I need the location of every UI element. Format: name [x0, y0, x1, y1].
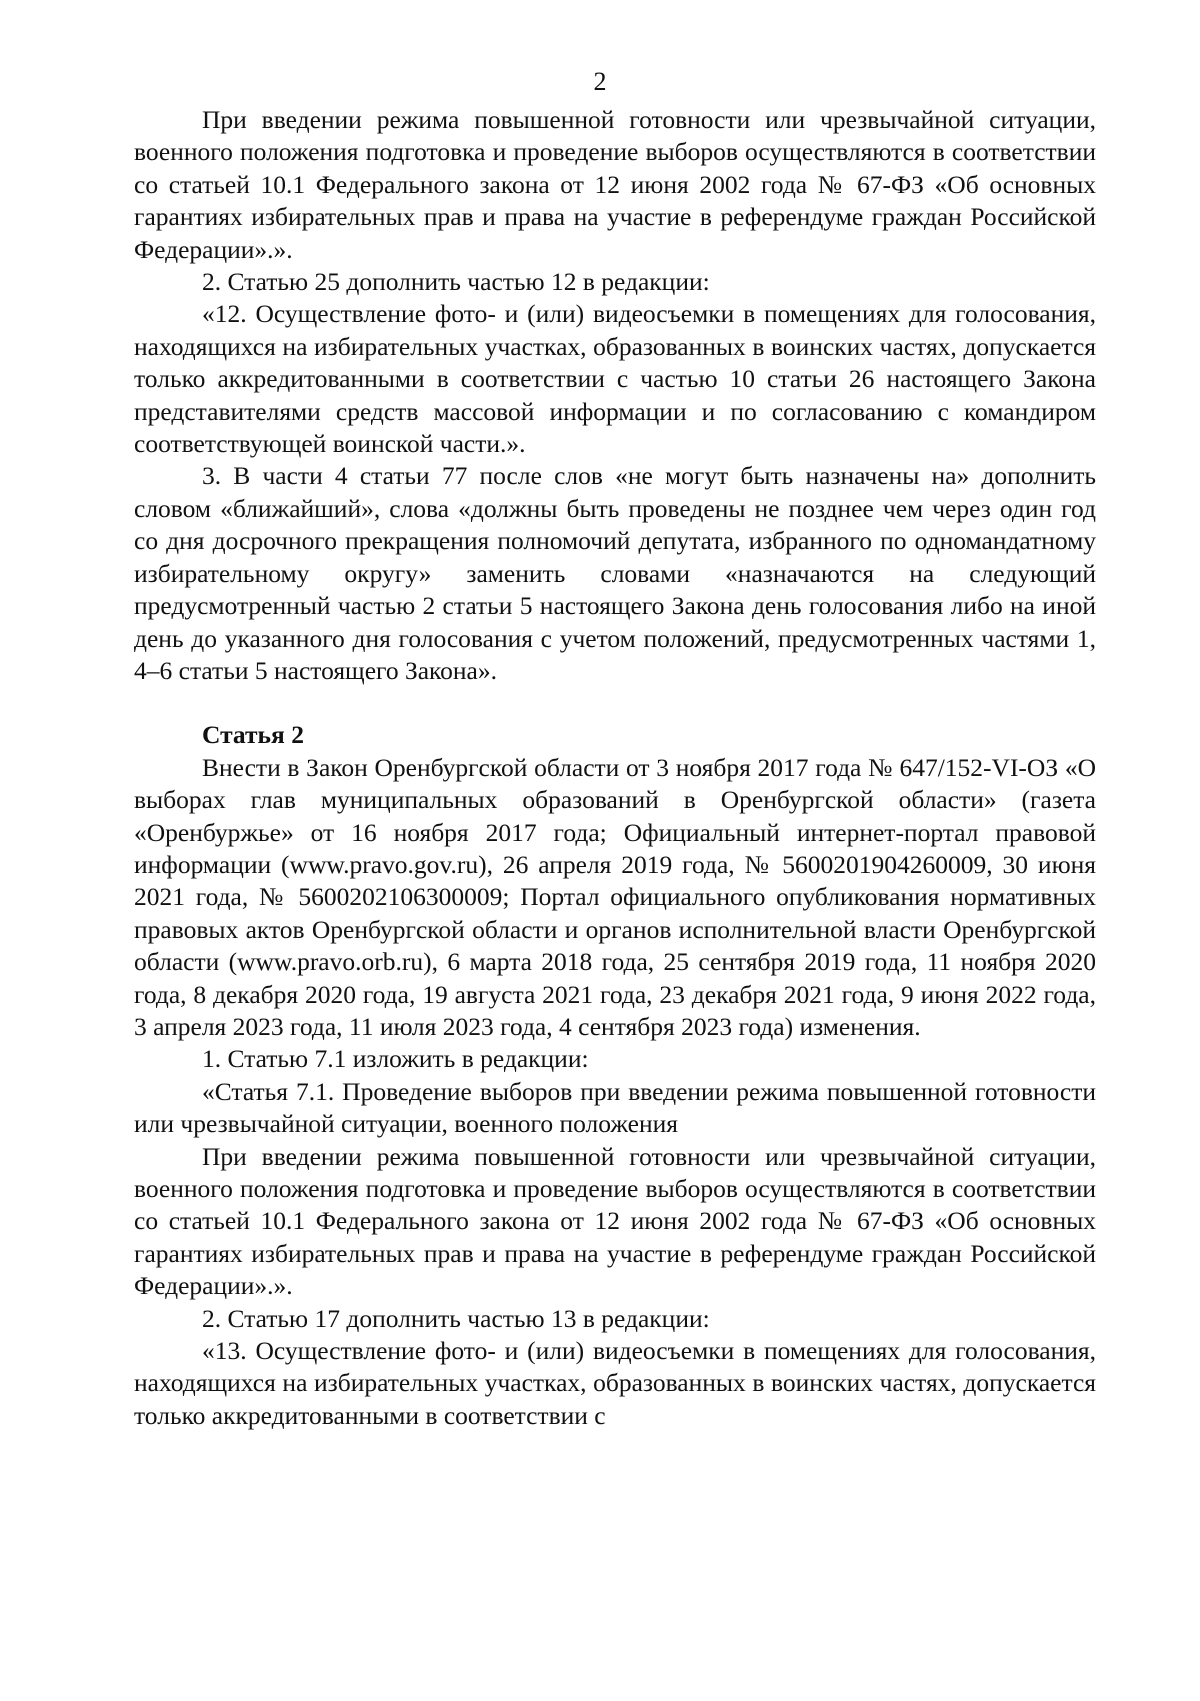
- section-spacer: [134, 687, 1096, 719]
- paragraph: 2. Статью 17 дополнить частью 13 в редакции:: [202, 1303, 710, 1333]
- paragraph: «13. Осуществление фото- и (или) видеосъемки в помещениях для голосования, находящихся на избирательных участках, образованных в воинских частях, допускается только аккредитованными в соответствии с: [134, 1336, 1096, 1430]
- paragraph: «Статья 7.1. Проведение выборов при введении режима повышенной готовности или чрезвычайной ситуации, военного положения: [134, 1076, 1096, 1139]
- paragraph: 2. Статью 25 дополнить частью 12 в редакции:: [202, 267, 710, 297]
- paragraph: 3. В части 4 статьи 77 после слов «не могут быть назначены на» дополнить словом «ближайший», слова «должны быть проведены не позднее чем через один год со дня досрочного прекращения полномочий депутата, избранного по одномандатному избирательному округу» заменить словами «назначаются на следующий предусмотренный частью 2 статьи 5 настоящего Закона день голосования либо на иной день до указанного дня голосования с учетом положений, предусмотренных частями 1, 4–6 статьи 5 настоящего Закона».: [134, 461, 1096, 685]
- paragraph: «12. Осуществление фото- и (или) видеосъемки в помещениях для голосования, находящихся на избирательных участках, образованных в воинских частях, допускается только аккредитованными в соответствии с частью 10 статьи 26 настоящего Закона представителями средств массовой информации и по согласованию с командиром соответствующей воинской части.».: [134, 299, 1096, 459]
- page-number: 2: [593, 67, 607, 96]
- paragraph: При введении режима повышенной готовности или чрезвычайной ситуации, военного положения подготовка и проведение выборов осуществляются в соответствии со статьей 10.1 Федерального закона от 12 июня 2002 года № 67-ФЗ «Об основных гарантиях избирательных прав и права на участие в референдуме граждан Российской Федерации».».: [134, 1141, 1096, 1301]
- paragraph: При введении режима повышенной готовности или чрезвычайной ситуации, военного положения подготовка и проведение выборов осуществляются в соответствии со статьей 10.1 Федерального закона от 12 июня 2002 года № 67-ФЗ «Об основных гарантиях избирательных прав и права на участие в референдуме граждан Российской Федерации».».: [134, 105, 1096, 264]
- document-body: [134, 104, 1096, 1432]
- paragraph: Внести в Закон Оренбургской области от 3 ноября 2017 года № 647/152-VI-ОЗ «О выборах глав муниципальных образований в Оренбургской области» (газета «Оренбуржье» от 16 ноября 2017 года; Официальный интернет-портал правовой информации (www.pravo.gov.ru), 26 апреля 2019 года, № 5600201904260009, 30 июня 2021 года, № 5600202106300009; Портал официального опубликования нормативных правовых актов Оренбургской области и органов исполнительной власти Оренбургской области (www.pravo.orb.ru), 6 марта 2018 года, 25 сентября 2019 года, 11 ноября 2020 года, 8 декабря 2020 года, 19 августа 2021 года, 23 декабря 2021 года, 9 июня 2022 года, 3 апреля 2023 года, 11 июля 2023 года, 4 сентября 2023 года) изменения.: [134, 752, 1096, 1041]
- article-heading: Статья 2: [202, 720, 304, 750]
- paragraph: 1. Статью 7.1 изложить в редакции:: [202, 1044, 589, 1074]
